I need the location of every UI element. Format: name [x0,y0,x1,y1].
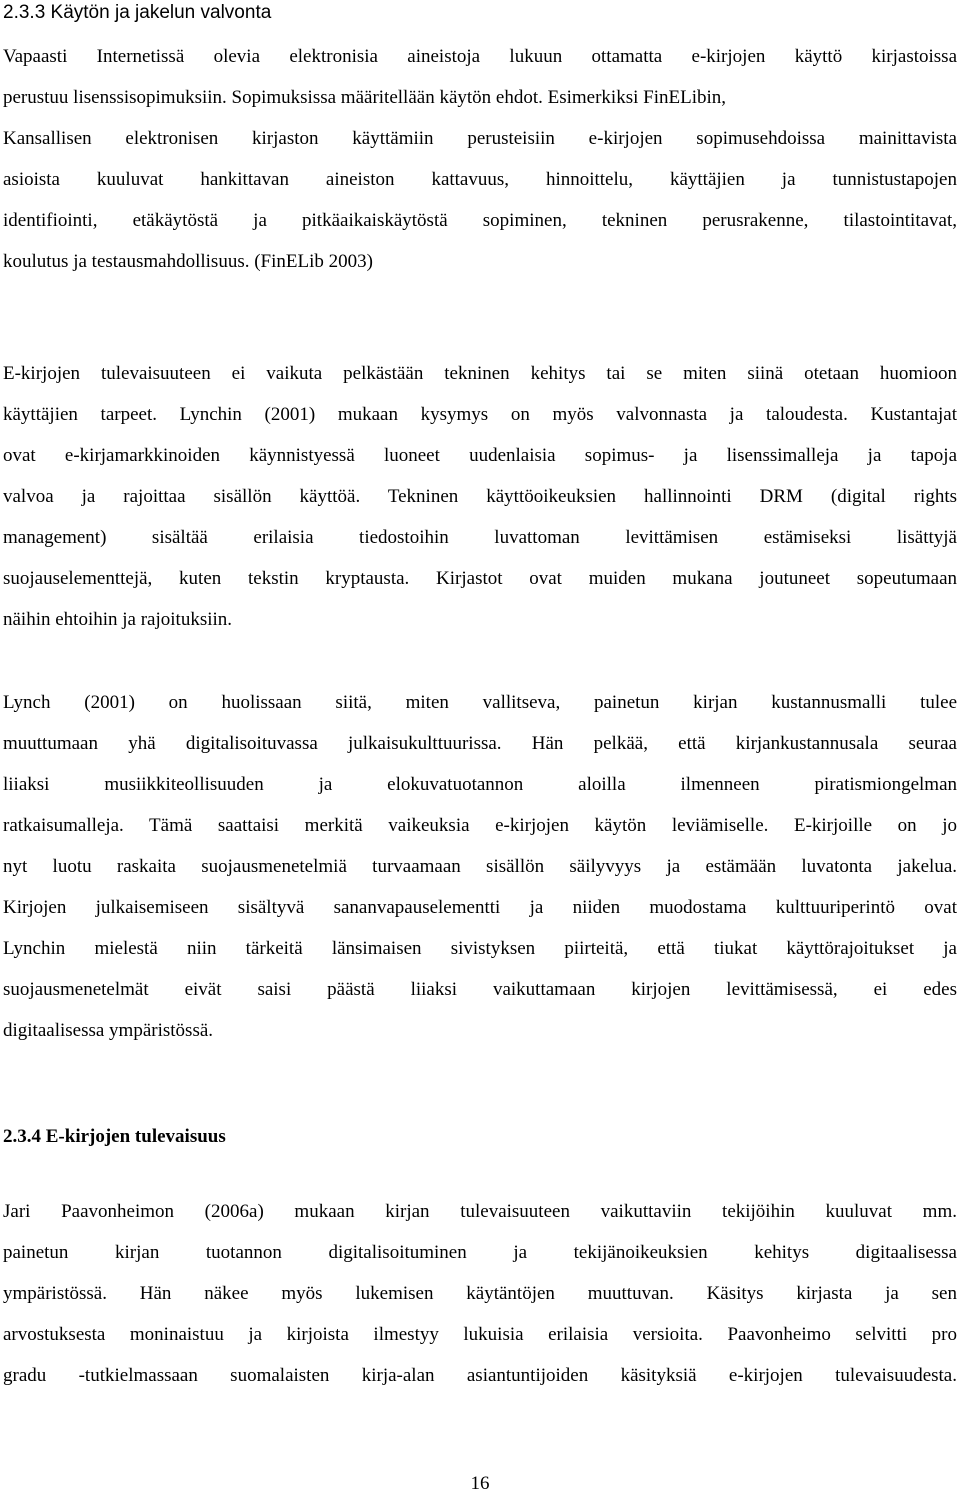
paragraph-3-line: nyt luotu raskaita suojausmenetelmiä turvaamaan sisällön säilyvyys ja estämään luvatonta jakelua. [3,856,957,877]
paragraph-4-line: gradu -tutkielmassaan suomalaisten kirja-alan asiantuntijoiden käsityksiä e-kirjojen tulevaisuudesta. [3,1365,957,1386]
paragraph-4-line: arvostuksesta moninaistuu ja kirjoista ilmestyy lukuisia erilaisia versioita. Paavonheimo selvitti pro [3,1324,957,1345]
paragraph-3-line: suojausmenetelmät eivät saisi päästä liiaksi vaikuttamaan kirjojen levittämisessä, ei edes [3,979,957,1000]
paragraph-1-line: asioista kuuluvat hankittavan aineiston kattavuus, hinnoittelu, käyttäjien ja tunnistustapojen [3,169,957,190]
paragraph-4-line: ympäristössä. Hän näkee myös lukemisen käytäntöjen muuttuvan. Käsitys kirjasta ja sen [3,1283,957,1304]
paragraph-1-line: Kansallisen elektronisen kirjaston käyttämiin perusteisiin e-kirjojen sopimusehdoissa mainittavista [3,128,957,149]
paragraph-3-line: digitaalisessa ympäristössä. [3,1020,214,1041]
paragraph-3 [3,682,957,1051]
paragraph-3-line: muuttumaan yhä digitalisoituvassa julkaisukulttuurissa. Hän pelkää, että kirjankustannusala seuraa [3,733,957,754]
paragraph-4-line: Jari Paavonheimon (2006a) mukaan kirjan tulevaisuuteen vaikuttaviin tekijöihin kuuluvat mm. [3,1201,957,1222]
paragraph-2-line: käyttäjien tarpeet. Lynchin (2001) mukaan kysymys on myös valvonnasta ja taloudesta. Kustantajat [3,404,957,425]
paragraph-3-line: Lynch (2001) on huolissaan siitä, miten vallitseva, painetun kirjan kustannusmalli tulee [3,692,957,713]
paragraph-1-line: koulutus ja testausmahdollisuus. (FinELib 2003) [3,251,373,272]
paragraph-2-line: ovat e-kirjamarkkinoiden käynnistyessä luoneet uudenlaisia sopimus- ja lisenssimalleja ja tapoja [3,445,957,466]
paragraph-2-line: management) sisältää erilaisia tiedostoihin luvattoman levittämisen estämiseksi lisättyjä [3,527,957,548]
paragraph-2-line: näihin ehtoihin ja rajoituksiin. [3,609,233,630]
section-heading-2-3-3: 2.3.3 Käytön ja jakelun valvonta [3,2,272,23]
paragraph-1-line: Vapaasti Internetissä olevia elektronisia aineistoja lukuun ottamatta e-kirjojen käyttö kirjastoissa [3,46,957,67]
paragraph-2 [3,353,957,640]
paragraph-2-line: suojauselementtejä, kuten tekstin kryptausta. Kirjastot ovat muiden mukana joutuneet sopeutumaan [3,568,957,589]
paragraph-4-line: painetun kirjan tuotannon digitalisoituminen ja tekijänoikeuksien kehitys digitaalisessa [3,1242,957,1263]
paragraph-2-line: E-kirjojen tulevaisuuteen ei vaikuta pelkästään tekninen kehitys tai se miten siinä otetaan huomioon [3,363,957,384]
paragraph-1-line: identifiointi, etäkäytöstä ja pitkäaikaiskäytöstä sopiminen, tekninen perusrakenne, tilastointitavat, [3,210,957,231]
paragraph-1-line: perustuu lisenssisopimuksiin. Sopimuksissa määritellään käytön ehdot. Esimerkiksi FinELibin, [3,87,727,108]
paragraph-2-line: valvoa ja rajoittaa sisällön käyttöä. Tekninen käyttöoikeuksien hallinnointi DRM (digital rights [3,486,957,507]
paragraph-4 [3,1191,957,1396]
paragraph-3-line: ratkaisumalleja. Tämä saattaisi merkitä vaikeuksia e-kirjojen käytön leviämiselle. E-kirjoille on jo [3,815,957,836]
paragraph-3-line: liiaksi musiikkiteollisuuden ja elokuvatuotannon aloilla ilmenneen piratismiongelman [3,774,957,795]
section-heading-2-3-4: 2.3.4 E-kirjojen tulevaisuus [3,1126,226,1147]
paragraph-1 [3,36,957,282]
page-number: 16 [470,1473,490,1494]
paragraph-3-line: Kirjojen julkaisemiseen sisältyvä sananvapauselementti ja niiden muodostama kulttuuriperintö ovat [3,897,957,918]
paragraph-3-line: Lynchin mielestä niin tärkeitä länsimaisen sivistyksen piirteitä, että tiukat käyttörajoitukset ja [3,938,957,959]
